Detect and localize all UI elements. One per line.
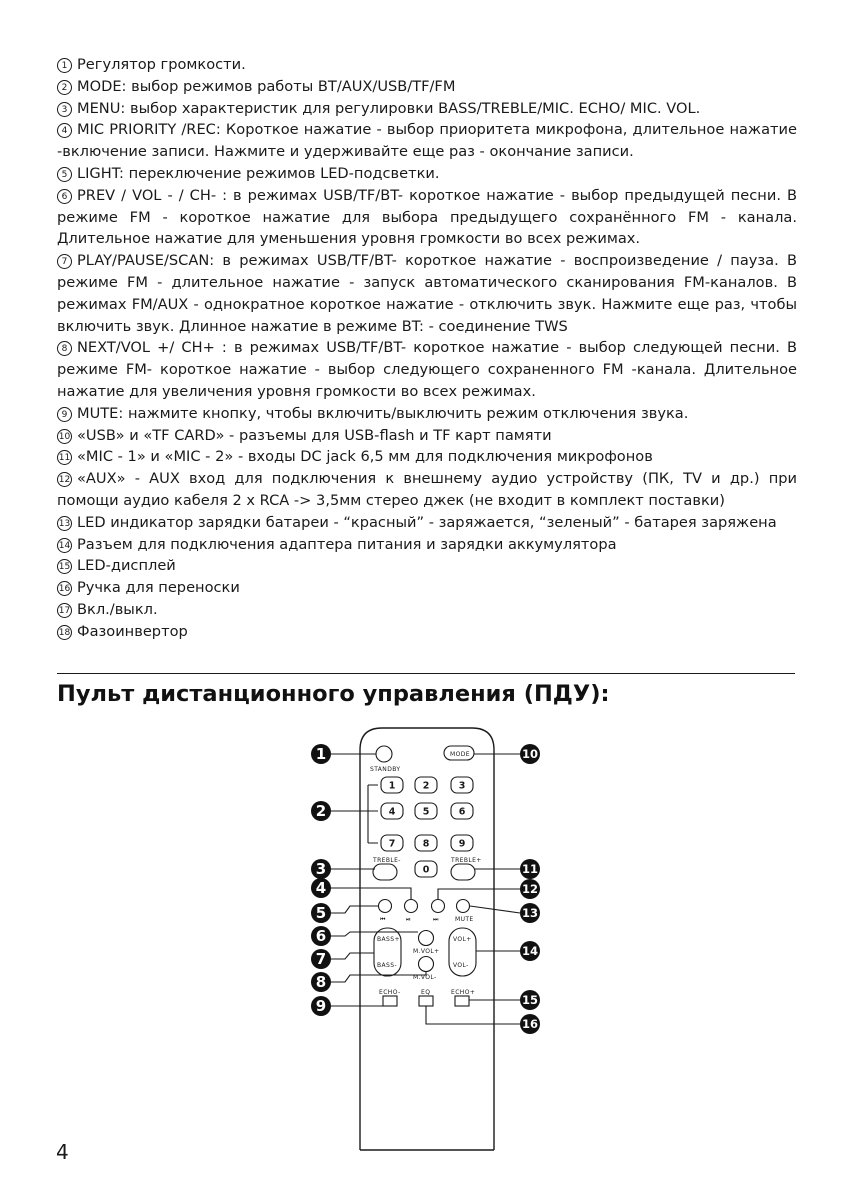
eq-button[interactable] <box>419 996 433 1006</box>
list-item-text: Разъем для подключения адаптера питания и зарядки аккумулятора <box>77 535 617 553</box>
item-number-badge: 9 <box>57 407 72 422</box>
mode-label: MODE <box>450 751 470 758</box>
digit-key-label: 5 <box>422 806 430 818</box>
item-number-badge: 8 <box>57 341 72 356</box>
standby-button[interactable] <box>376 746 392 762</box>
list-item-text: MENU: выбор характеристик для регулировки BASS/TREBLE/MIC. ECHO/ MIC. VOL. <box>77 99 701 117</box>
mvol-plus-label: M.VOL+ <box>413 948 440 955</box>
list-item-text: MUTE: нажмите кнопку, чтобы включить/выключить режим отключения звука. <box>77 404 689 422</box>
item-number-badge: 3 <box>57 102 72 117</box>
treble-plus-label: TREBLE+ <box>451 857 482 864</box>
play-pause-button[interactable] <box>405 900 418 913</box>
list-item-text: «USB» и «TF CARD» - разъемы для USB-flash и TF карт памяти <box>77 426 552 444</box>
callout-number: 12 <box>521 882 539 896</box>
next-button[interactable] <box>432 900 445 913</box>
item-number-badge: 10 <box>57 429 72 444</box>
digit-key-label: 8 <box>422 838 430 850</box>
item-number-badge: 14 <box>57 538 72 553</box>
callout-number: 11 <box>521 862 539 876</box>
digit-key-label: 6 <box>458 806 466 818</box>
callout-number: 1 <box>315 745 327 763</box>
list-item-text: NEXT/VOL +/ CH+ : в режимах USB/TF/BT- короткое нажатие - выбор следующей песни. В режиме FM- короткое нажатие - выбор следующего сохраненного FM -канала. Длительное нажатие для увеличения уровня громкости во всех режимах. <box>57 339 797 400</box>
callout-number: 9 <box>315 997 327 1015</box>
echo-minus-button[interactable] <box>383 996 397 1006</box>
list-item-text: Регулятор громкости. <box>77 56 246 73</box>
callout-number: 3 <box>315 860 327 878</box>
item-number-badge: 5 <box>57 167 72 182</box>
treble-minus-label: TREBLE- <box>373 857 401 864</box>
list-item-text: «AUX» - AUX вход для подключения к внешнему аудио устройству (ПК, TV и др.) при помощи аудио кабеля 2 х RCA -> 3,5мм стерео джек (не входит в комплект поставки) <box>57 470 797 509</box>
callout-number: 5 <box>315 904 327 922</box>
item-number-badge: 6 <box>57 189 72 204</box>
eq-label: EQ <box>421 989 431 996</box>
callout-number: 15 <box>521 993 539 1007</box>
callout-number: 2 <box>315 802 327 820</box>
list-item-text: Ручка для переноски <box>77 579 240 597</box>
digit-key-label: 2 <box>422 780 430 792</box>
list-item-text: Вкл./выкл. <box>77 600 158 618</box>
list-item-text: MODE: выбор режимов работы BT/AUX/USB/TF/FM <box>77 77 456 95</box>
digit-key-label: 1 <box>388 780 396 792</box>
callout-number: 4 <box>315 879 327 897</box>
callout-number: 8 <box>315 973 327 991</box>
digit-key-label: 9 <box>458 838 466 850</box>
item-number-badge: 17 <box>57 603 72 618</box>
list-item-text: LED-дисплей <box>77 557 176 575</box>
callout-number: 6 <box>315 927 327 945</box>
play-pause-icon: ⏯ <box>406 916 412 923</box>
list-item-text: PLAY/PAUSE/SCAN: в режимах USB/TF/BT- короткое нажатие - воспроизведение / пауза. В режиме FM - длительное нажатие - запуск автоматического сканирования FM-каналов. В режимах FM/AUX - однократное короткое нажатие - отключить звук. Нажмите еще раз, чтобы включить звук. Длинное нажатие в режиме BT: - соединение TWS <box>57 252 797 335</box>
mute-button[interactable] <box>457 900 470 913</box>
echo-plus-label: ECHO+ <box>451 989 476 996</box>
list-item-text: PREV / VOL - / CH- : в режимах USB/TF/BT- короткое нажатие - выбор предыдущей песни. В режиме FM - короткое нажатие для выбора предыдущего сохранённого FM - канала. Длительное нажатие для уменьшения уровня громкости во всех режимах. <box>57 186 797 248</box>
item-number-badge: 2 <box>57 80 72 95</box>
standby-label: STANDBY <box>370 766 401 773</box>
vol-minus-label: VOL- <box>453 962 469 969</box>
item-number-badge: 15 <box>57 559 72 574</box>
item-number-badge: 1 <box>57 58 72 73</box>
list-item-text: LED индикатор зарядки батареи - “красный” - заряжается, “зеленый” - батарея заряжена <box>77 513 777 531</box>
mute-label: MUTE <box>455 916 474 923</box>
prev-icon: ⏮ <box>380 916 386 923</box>
list-item-text: MIC PRIORITY /REC: Короткое нажатие - выбор приоритета микрофона, длительное нажатие -включение записи. Нажмите и удерживайте еще раз - окончание записи. <box>57 121 797 161</box>
callout-number: 7 <box>315 950 327 968</box>
mvol-plus-button[interactable] <box>419 931 434 946</box>
callout-number: 10 <box>521 747 539 761</box>
digit-key-label: 0 <box>422 864 430 876</box>
list-item-text: «MIC - 1» и «MIC - 2» - входы DC jack 6,5 мм для подключения микрофонов <box>77 448 653 466</box>
list-item-text: Фазоинвертор <box>77 622 188 640</box>
callout-number: 14 <box>521 944 539 958</box>
bass-plus-label: BASS+ <box>377 936 400 943</box>
section-title: Пульт дистанционного управления (ПДУ): <box>57 681 610 707</box>
mvol-minus-label: M.VOL- <box>413 974 437 981</box>
digit-key-label: 7 <box>388 838 396 850</box>
treble-plus-button[interactable] <box>451 864 475 880</box>
next-icon: ⏭ <box>433 916 439 923</box>
page-number: 4 <box>56 1140 69 1164</box>
treble-minus-button[interactable] <box>373 864 397 880</box>
item-number-badge: 18 <box>57 625 72 640</box>
item-number-badge: 16 <box>57 581 72 596</box>
list-item-text: LIGHT: переключение режимов LED-подсветки. <box>77 164 440 182</box>
item-number-badge: 13 <box>57 516 72 531</box>
echo-minus-label: ECHO- <box>379 989 401 996</box>
item-number-badge: 12 <box>57 472 72 487</box>
callout-number: 13 <box>521 906 539 920</box>
digit-key-label: 4 <box>388 806 396 818</box>
bass-minus-label: BASS- <box>377 962 398 969</box>
vol-plus-label: VOL+ <box>453 936 472 943</box>
mvol-minus-button[interactable] <box>419 957 434 972</box>
echo-plus-button[interactable] <box>455 996 469 1006</box>
prev-button[interactable] <box>379 900 392 913</box>
callout-number: 16 <box>521 1017 539 1031</box>
item-number-badge: 11 <box>57 450 72 465</box>
digit-key-label: 3 <box>458 780 466 792</box>
item-number-badge: 4 <box>57 123 72 138</box>
item-number-badge: 7 <box>57 254 72 269</box>
